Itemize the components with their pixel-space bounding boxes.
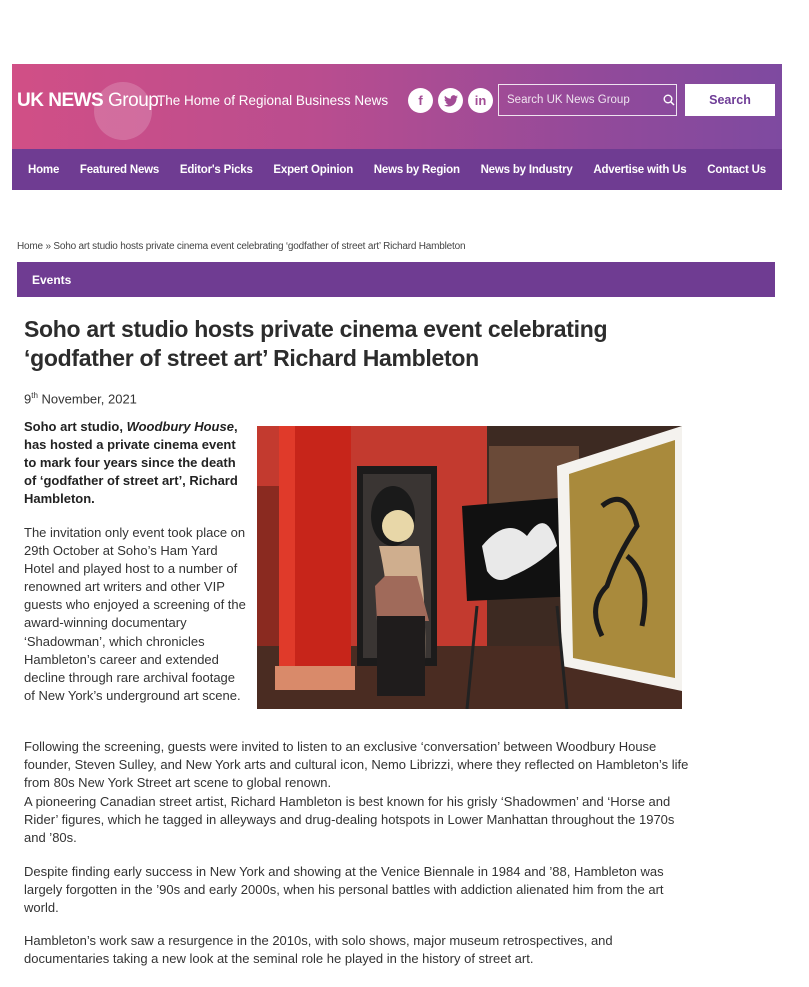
logo-text xyxy=(17,90,163,111)
site-logo[interactable] xyxy=(17,90,163,120)
article-paragraph-5: Hambleton’s work saw a resurgence in the 2010s, with solo shows, major museum retrospectives, and documentaries taking a new look at the seminal role he played in the history of street art. xyxy=(24,933,613,967)
intro-part-c: , has hosted a private cinema event to mark four years since the death of ‘godfather of street art’, Richard Hambleton. xyxy=(24,419,238,506)
intro-venue: Woodbury House xyxy=(126,419,234,434)
nav-item-home[interactable]: Home xyxy=(28,163,60,176)
site-tagline: The Home of Regional Business News xyxy=(157,93,389,108)
main-nav xyxy=(12,149,782,190)
article-paragraph-4: Despite finding early success in New York and showing at the Venice Biennale in 1984 and ’88, Hambleton was largely forgotten in the ’90s and early 2000s, when his personal battles with addiction alienated him from the art world. xyxy=(24,864,664,916)
breadcrumb-home-link[interactable]: Home xyxy=(17,241,43,252)
date-rest: November, 2021 xyxy=(37,391,137,407)
site-header xyxy=(12,64,782,149)
date-suffix: th xyxy=(31,391,38,400)
nav-item-editors-picks[interactable]: Editor's Picks xyxy=(179,163,253,176)
nav-item-news-by-region[interactable]: News by Region xyxy=(373,163,460,176)
search-button[interactable]: Search xyxy=(685,84,775,116)
breadcrumb-current: Soho art studio hosts private cinema event celebrating ‘godfather of street art’ Richard Hambleton xyxy=(53,241,466,252)
breadcrumb-separator: » xyxy=(42,241,54,252)
facebook-icon[interactable]: f xyxy=(408,88,433,113)
nav-item-expert-opinion[interactable]: Expert Opinion xyxy=(273,163,354,176)
intro-part-a: Soho art studio, xyxy=(24,419,127,434)
article-intro xyxy=(24,418,246,508)
nav-item-news-by-industry[interactable]: News by Industry xyxy=(480,163,573,176)
logo-group: Group. xyxy=(108,90,164,111)
article-date xyxy=(24,391,137,406)
breadcrumb xyxy=(17,241,465,252)
category-bar xyxy=(17,262,775,297)
nav-item-advertise[interactable]: Advertise with Us xyxy=(593,163,687,176)
linkedin-icon[interactable]: in xyxy=(468,88,493,113)
search-box xyxy=(498,84,677,116)
nav-item-featured-news[interactable]: Featured News xyxy=(79,163,160,176)
nav-item-contact[interactable]: Contact Us xyxy=(707,163,766,176)
search-input[interactable] xyxy=(499,85,661,115)
logo-main: UK NEWS xyxy=(17,90,104,111)
social-links xyxy=(408,88,493,113)
article-paragraph-2: Following the screening, guests were invited to listen to an exclusive ‘conversation’ between Woodbury House founder, Steven Sulley, and New York arts and cultural icon, Nemo Librizzi, where they reflected on Hambleton’s life from 80s New York Street art scene to global renown. xyxy=(24,739,689,791)
article-paragraph: The invitation only event took place on 29th October at Soho’s Ham Yard Hotel and played host to a number of renowned art writers and other VIP guests who enjoyed a screening of the award-winning documentary ‘Shadowman’, which chronicles Hambleton’s career and extended decline through rare archival footage of New York’s underground art scene. xyxy=(24,525,246,703)
twitter-icon[interactable] xyxy=(438,88,463,113)
category-label[interactable]: Events xyxy=(32,273,72,287)
article-photo xyxy=(257,426,682,709)
twitter-bird-glyph xyxy=(444,95,458,107)
date-day: 9 xyxy=(24,391,32,407)
article-title: Soho art studio hosts private cinema event celebrating ‘godfather of street art’ Richard Hambleton xyxy=(24,316,608,371)
article-paragraph-3: A pioneering Canadian street artist, Richard Hambleton is best known for his grisly ‘Shadowmen’ and ‘Horse and Rider’ figures, which he tagged in alleyways and drug-dealing hotspots in Lower Manhattan throughout the 1970s and ’80s. xyxy=(24,794,675,846)
search-icon[interactable] xyxy=(661,85,676,115)
